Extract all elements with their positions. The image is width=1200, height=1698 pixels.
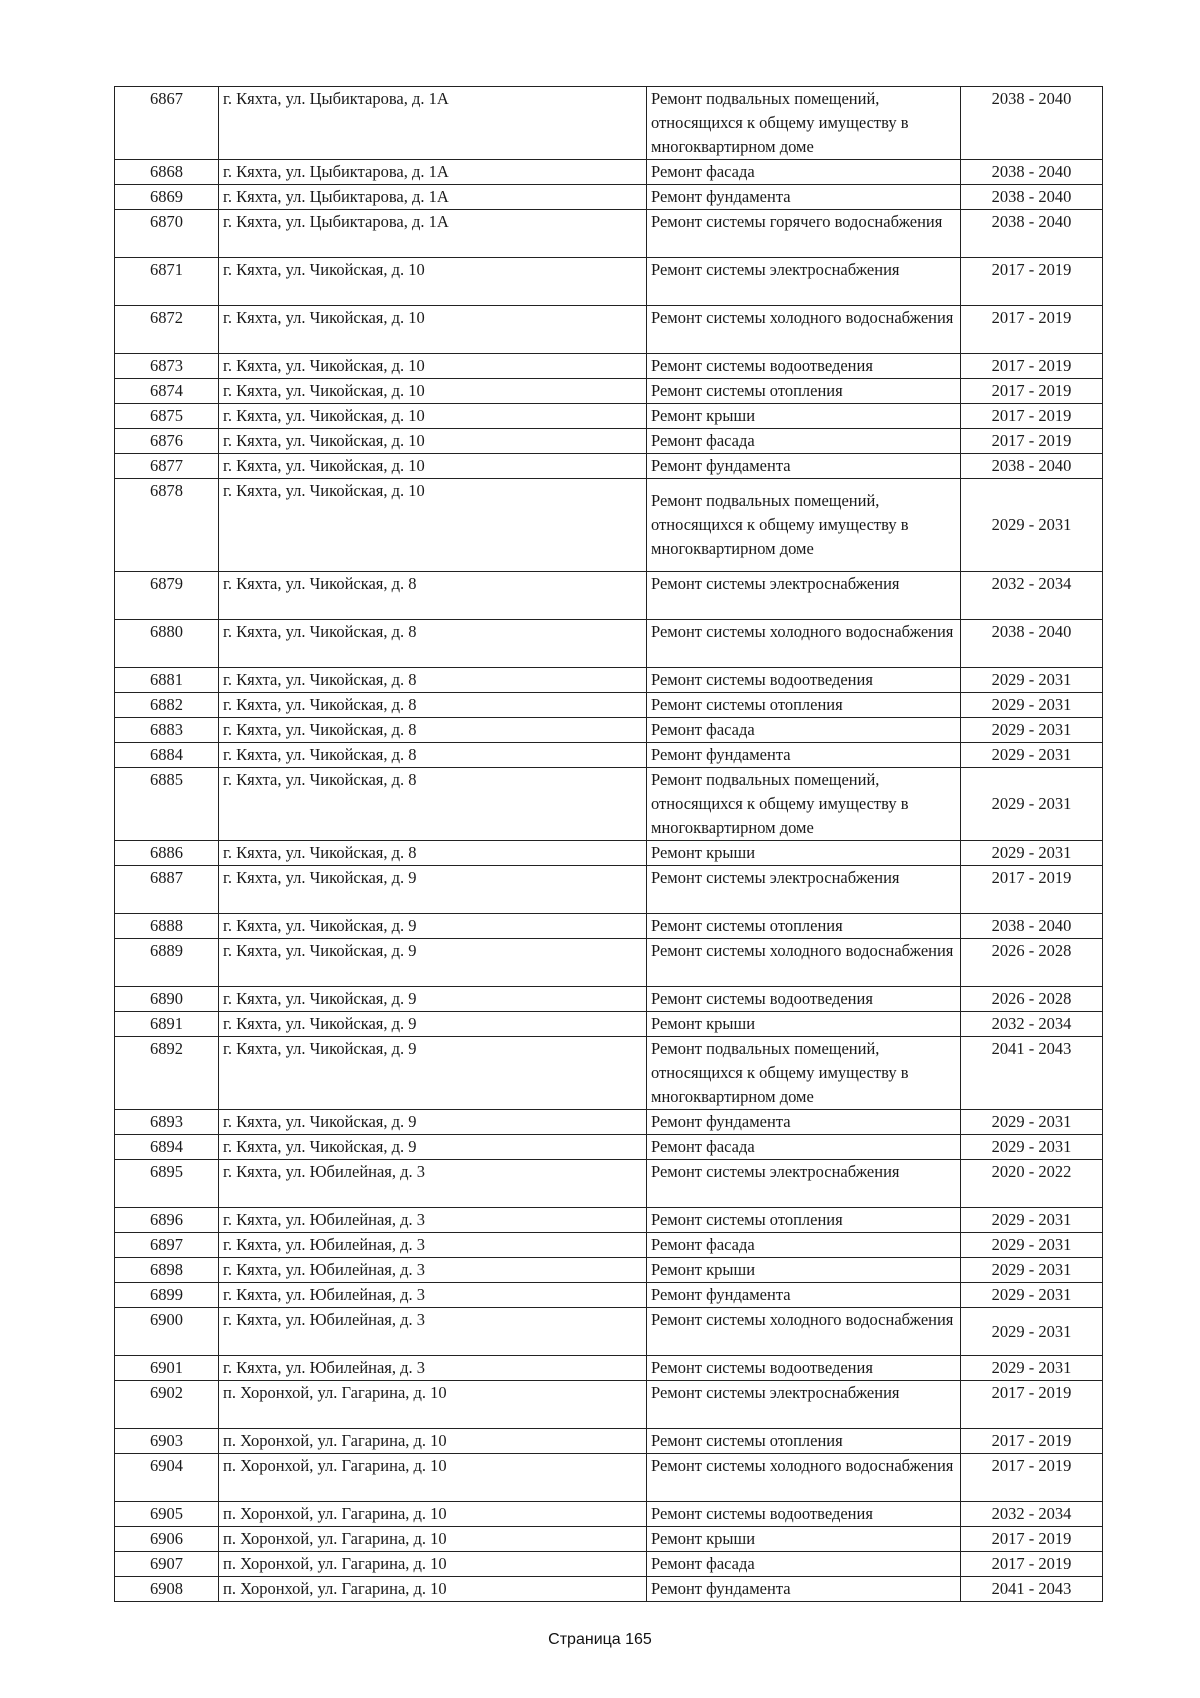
work-type-cell: Ремонт фасада	[647, 1135, 961, 1160]
table-row	[115, 379, 1103, 404]
table-row	[115, 866, 1103, 914]
row-number-cell: 6883	[115, 718, 219, 743]
table-row	[115, 210, 1103, 258]
row-number-cell: 6874	[115, 379, 219, 404]
period-cell: 2038 - 2040	[961, 87, 1103, 160]
address-cell: г. Кяхта, ул. Цыбиктарова, д. 1А	[219, 160, 647, 185]
work-type-cell: Ремонт фасада	[647, 718, 961, 743]
table-row	[115, 718, 1103, 743]
work-type-cell: Ремонт фундамента	[647, 185, 961, 210]
work-type-cell: Ремонт системы электроснабжения	[647, 572, 961, 620]
row-number-cell: 6898	[115, 1258, 219, 1283]
page-number: Страница 165	[548, 1631, 652, 1648]
address-cell: г. Кяхта, ул. Чикойская, д. 9	[219, 866, 647, 914]
table-row	[115, 1454, 1103, 1502]
period-cell: 2017 - 2019	[961, 429, 1103, 454]
work-type-cell: Ремонт системы водоотведения	[647, 1356, 961, 1381]
table-row	[115, 1012, 1103, 1037]
work-type-cell: Ремонт крыши	[647, 1258, 961, 1283]
table-row	[115, 693, 1103, 718]
period-cell: 2026 - 2028	[961, 939, 1103, 987]
address-cell: г. Кяхта, ул. Чикойская, д. 8	[219, 743, 647, 768]
table-row	[115, 160, 1103, 185]
work-type-cell: Ремонт крыши	[647, 1527, 961, 1552]
row-number-cell: 6878	[115, 479, 219, 572]
period-cell: 2029 - 2031	[961, 1135, 1103, 1160]
work-type-cell: Ремонт системы отопления	[647, 1208, 961, 1233]
address-cell: г. Кяхта, ул. Чикойская, д. 10	[219, 454, 647, 479]
work-type-cell: Ремонт подвальных помещений, относящихся к общему имуществу в многоквартирном доме	[647, 87, 961, 160]
period-cell: 2038 - 2040	[961, 210, 1103, 258]
period-cell: 2038 - 2040	[961, 454, 1103, 479]
table-row	[115, 479, 1103, 572]
table-row	[115, 1283, 1103, 1308]
row-number-cell: 6873	[115, 354, 219, 379]
work-type-cell: Ремонт системы отопления	[647, 914, 961, 939]
address-cell: г. Кяхта, ул. Юбилейная, д. 3	[219, 1160, 647, 1208]
address-cell: г. Кяхта, ул. Юбилейная, д. 3	[219, 1283, 647, 1308]
row-number-cell: 6890	[115, 987, 219, 1012]
row-number-cell: 6879	[115, 572, 219, 620]
address-cell: п. Хоронхой, ул. Гагарина, д. 10	[219, 1429, 647, 1454]
period-cell: 2017 - 2019	[961, 1527, 1103, 1552]
address-cell: г. Кяхта, ул. Чикойская, д. 8	[219, 668, 647, 693]
work-type-cell: Ремонт фундамента	[647, 1577, 961, 1602]
row-number-cell: 6908	[115, 1577, 219, 1602]
table-row	[115, 1552, 1103, 1577]
period-cell: 2041 - 2043	[961, 1577, 1103, 1602]
address-cell: г. Кяхта, ул. Цыбиктарова, д. 1А	[219, 210, 647, 258]
address-cell: п. Хоронхой, ул. Гагарина, д. 10	[219, 1577, 647, 1602]
address-cell: г. Кяхта, ул. Чикойская, д. 9	[219, 914, 647, 939]
period-cell: 2029 - 2031	[961, 1258, 1103, 1283]
table-row	[115, 1356, 1103, 1381]
work-type-cell: Ремонт системы отопления	[647, 693, 961, 718]
row-number-cell: 6884	[115, 743, 219, 768]
row-number-cell: 6903	[115, 1429, 219, 1454]
period-cell: 2017 - 2019	[961, 866, 1103, 914]
table-row	[115, 987, 1103, 1012]
address-cell: г. Кяхта, ул. Чикойская, д. 8	[219, 620, 647, 668]
row-number-cell: 6902	[115, 1381, 219, 1429]
address-cell: г. Кяхта, ул. Чикойская, д. 9	[219, 939, 647, 987]
table-row	[115, 1429, 1103, 1454]
work-type-cell: Ремонт фасада	[647, 429, 961, 454]
address-cell: г. Кяхта, ул. Чикойская, д. 9	[219, 987, 647, 1012]
table-row	[115, 258, 1103, 306]
row-number-cell: 6899	[115, 1283, 219, 1308]
work-type-cell: Ремонт фундамента	[647, 1283, 961, 1308]
period-cell: 2020 - 2022	[961, 1160, 1103, 1208]
period-cell: 2032 - 2034	[961, 1012, 1103, 1037]
work-type-cell: Ремонт фасада	[647, 160, 961, 185]
work-type-cell: Ремонт системы горячего водоснабжения	[647, 210, 961, 258]
row-number-cell: 6906	[115, 1527, 219, 1552]
address-cell: п. Хоронхой, ул. Гагарина, д. 10	[219, 1454, 647, 1502]
period-cell: 2029 - 2031	[961, 479, 1103, 572]
table-row	[115, 1381, 1103, 1429]
table-row	[115, 1527, 1103, 1552]
row-number-cell: 6887	[115, 866, 219, 914]
address-cell: п. Хоронхой, ул. Гагарина, д. 10	[219, 1381, 647, 1429]
work-type-cell: Ремонт системы водоотведения	[647, 668, 961, 693]
row-number-cell: 6907	[115, 1552, 219, 1577]
work-type-cell: Ремонт системы холодного водоснабжения	[647, 620, 961, 668]
row-number-cell: 6889	[115, 939, 219, 987]
period-cell: 2017 - 2019	[961, 404, 1103, 429]
table-row	[115, 668, 1103, 693]
address-cell: г. Кяхта, ул. Юбилейная, д. 3	[219, 1308, 647, 1356]
work-type-cell: Ремонт фундамента	[647, 743, 961, 768]
work-type-cell: Ремонт системы водоотведения	[647, 987, 961, 1012]
period-cell: 2038 - 2040	[961, 914, 1103, 939]
row-number-cell: 6892	[115, 1037, 219, 1110]
table-row	[115, 1110, 1103, 1135]
work-type-cell: Ремонт фасада	[647, 1233, 961, 1258]
period-cell: 2032 - 2034	[961, 1502, 1103, 1527]
table-row	[115, 1037, 1103, 1110]
period-cell: 2017 - 2019	[961, 379, 1103, 404]
table-row	[115, 939, 1103, 987]
address-cell: г. Кяхта, ул. Чикойская, д. 8	[219, 693, 647, 718]
address-cell: г. Кяхта, ул. Чикойская, д. 10	[219, 379, 647, 404]
address-cell: г. Кяхта, ул. Цыбиктарова, д. 1А	[219, 185, 647, 210]
address-cell: г. Кяхта, ул. Чикойская, д. 10	[219, 258, 647, 306]
period-cell: 2029 - 2031	[961, 1110, 1103, 1135]
table-row	[115, 429, 1103, 454]
table-row	[115, 620, 1103, 668]
row-number-cell: 6894	[115, 1135, 219, 1160]
address-cell: г. Кяхта, ул. Чикойская, д. 10	[219, 479, 647, 572]
period-cell: 2038 - 2040	[961, 185, 1103, 210]
period-cell: 2029 - 2031	[961, 693, 1103, 718]
row-number-cell: 6900	[115, 1308, 219, 1356]
row-number-cell: 6886	[115, 841, 219, 866]
work-type-cell: Ремонт системы водоотведения	[647, 1502, 961, 1527]
works-table	[114, 86, 1103, 1602]
table-row	[115, 841, 1103, 866]
row-number-cell: 6876	[115, 429, 219, 454]
period-cell: 2029 - 2031	[961, 743, 1103, 768]
work-type-cell: Ремонт системы электроснабжения	[647, 258, 961, 306]
row-number-cell: 6869	[115, 185, 219, 210]
period-cell: 2029 - 2031	[961, 768, 1103, 841]
period-cell: 2017 - 2019	[961, 1552, 1103, 1577]
address-cell: г. Кяхта, ул. Чикойская, д. 8	[219, 768, 647, 841]
period-cell: 2026 - 2028	[961, 987, 1103, 1012]
row-number-cell: 6885	[115, 768, 219, 841]
row-number-cell: 6868	[115, 160, 219, 185]
address-cell: г. Кяхта, ул. Чикойская, д. 9	[219, 1110, 647, 1135]
work-type-cell: Ремонт крыши	[647, 841, 961, 866]
address-cell: г. Кяхта, ул. Юбилейная, д. 3	[219, 1208, 647, 1233]
work-type-cell: Ремонт системы электроснабжения	[647, 1160, 961, 1208]
address-cell: г. Кяхта, ул. Юбилейная, д. 3	[219, 1233, 647, 1258]
period-cell: 2029 - 2031	[961, 1208, 1103, 1233]
table-row	[115, 1577, 1103, 1602]
table-row	[115, 1233, 1103, 1258]
table-row	[115, 185, 1103, 210]
table-row	[115, 87, 1103, 160]
address-cell: г. Кяхта, ул. Чикойская, д. 9	[219, 1012, 647, 1037]
table-row	[115, 572, 1103, 620]
period-cell: 2017 - 2019	[961, 1454, 1103, 1502]
row-number-cell: 6882	[115, 693, 219, 718]
row-number-cell: 6905	[115, 1502, 219, 1527]
row-number-cell: 6891	[115, 1012, 219, 1037]
row-number-cell: 6904	[115, 1454, 219, 1502]
table-row	[115, 914, 1103, 939]
work-type-cell: Ремонт фундамента	[647, 1110, 961, 1135]
table-row	[115, 454, 1103, 479]
row-number-cell: 6888	[115, 914, 219, 939]
row-number-cell: 6897	[115, 1233, 219, 1258]
row-number-cell: 6875	[115, 404, 219, 429]
address-cell: г. Кяхта, ул. Чикойская, д. 10	[219, 429, 647, 454]
work-type-cell: Ремонт фасада	[647, 1552, 961, 1577]
period-cell: 2038 - 2040	[961, 620, 1103, 668]
address-cell: г. Кяхта, ул. Чикойская, д. 8	[219, 841, 647, 866]
address-cell: п. Хоронхой, ул. Гагарина, д. 10	[219, 1502, 647, 1527]
table-row	[115, 1208, 1103, 1233]
period-cell: 2017 - 2019	[961, 1429, 1103, 1454]
period-cell: 2017 - 2019	[961, 258, 1103, 306]
period-cell: 2029 - 2031	[961, 668, 1103, 693]
work-type-cell: Ремонт системы водоотведения	[647, 354, 961, 379]
address-cell: п. Хоронхой, ул. Гагарина, д. 10	[219, 1527, 647, 1552]
period-cell: 2029 - 2031	[961, 1356, 1103, 1381]
address-cell: г. Кяхта, ул. Цыбиктарова, д. 1А	[219, 87, 647, 160]
row-number-cell: 6893	[115, 1110, 219, 1135]
work-type-cell: Ремонт системы холодного водоснабжения	[647, 939, 961, 987]
work-type-cell: Ремонт системы электроснабжения	[647, 1381, 961, 1429]
table-row	[115, 768, 1103, 841]
period-cell: 2017 - 2019	[961, 306, 1103, 354]
period-cell: 2017 - 2019	[961, 1381, 1103, 1429]
work-type-cell: Ремонт подвальных помещений, относящихся к общему имуществу в многоквартирном доме	[647, 479, 961, 572]
work-type-cell: Ремонт крыши	[647, 404, 961, 429]
work-type-cell: Ремонт системы отопления	[647, 379, 961, 404]
work-type-cell: Ремонт подвальных помещений, относящихся к общему имуществу в многоквартирном доме	[647, 1037, 961, 1110]
work-type-cell: Ремонт крыши	[647, 1012, 961, 1037]
row-number-cell: 6871	[115, 258, 219, 306]
address-cell: г. Кяхта, ул. Чикойская, д. 8	[219, 718, 647, 743]
row-number-cell: 6877	[115, 454, 219, 479]
address-cell: г. Кяхта, ул. Юбилейная, д. 3	[219, 1258, 647, 1283]
address-cell: г. Кяхта, ул. Чикойская, д. 9	[219, 1135, 647, 1160]
work-type-cell: Ремонт системы холодного водоснабжения	[647, 1308, 961, 1356]
period-cell: 2029 - 2031	[961, 718, 1103, 743]
address-cell: г. Кяхта, ул. Чикойская, д. 10	[219, 404, 647, 429]
period-cell: 2017 - 2019	[961, 354, 1103, 379]
period-cell: 2032 - 2034	[961, 572, 1103, 620]
table-row	[115, 1258, 1103, 1283]
work-type-cell: Ремонт фундамента	[647, 454, 961, 479]
work-type-cell: Ремонт системы электроснабжения	[647, 866, 961, 914]
address-cell: г. Кяхта, ул. Чикойская, д. 10	[219, 354, 647, 379]
address-cell: п. Хоронхой, ул. Гагарина, д. 10	[219, 1552, 647, 1577]
period-cell: 2029 - 2031	[961, 1283, 1103, 1308]
period-cell: 2041 - 2043	[961, 1037, 1103, 1110]
address-cell: г. Кяхта, ул. Юбилейная, д. 3	[219, 1356, 647, 1381]
table-row	[115, 1160, 1103, 1208]
address-cell: г. Кяхта, ул. Чикойская, д. 10	[219, 306, 647, 354]
row-number-cell: 6881	[115, 668, 219, 693]
table-row	[115, 1308, 1103, 1356]
work-type-cell: Ремонт системы холодного водоснабжения	[647, 306, 961, 354]
period-cell: 2029 - 2031	[961, 841, 1103, 866]
address-cell: г. Кяхта, ул. Чикойская, д. 9	[219, 1037, 647, 1110]
table-row	[115, 354, 1103, 379]
table-row	[115, 1135, 1103, 1160]
period-cell: 2038 - 2040	[961, 160, 1103, 185]
row-number-cell: 6880	[115, 620, 219, 668]
row-number-cell: 6870	[115, 210, 219, 258]
row-number-cell: 6867	[115, 87, 219, 160]
table-row	[115, 1502, 1103, 1527]
work-type-cell: Ремонт подвальных помещений, относящихся к общему имуществу в многоквартирном доме	[647, 768, 961, 841]
address-cell: г. Кяхта, ул. Чикойская, д. 8	[219, 572, 647, 620]
table-row	[115, 404, 1103, 429]
table-row	[115, 743, 1103, 768]
work-type-cell: Ремонт системы холодного водоснабжения	[647, 1454, 961, 1502]
row-number-cell: 6901	[115, 1356, 219, 1381]
work-type-cell: Ремонт системы отопления	[647, 1429, 961, 1454]
period-cell: 2029 - 2031	[961, 1308, 1103, 1356]
works-table-body	[115, 87, 1103, 1602]
row-number-cell: 6896	[115, 1208, 219, 1233]
period-cell: 2029 - 2031	[961, 1233, 1103, 1258]
table-row	[115, 306, 1103, 354]
row-number-cell: 6895	[115, 1160, 219, 1208]
row-number-cell: 6872	[115, 306, 219, 354]
